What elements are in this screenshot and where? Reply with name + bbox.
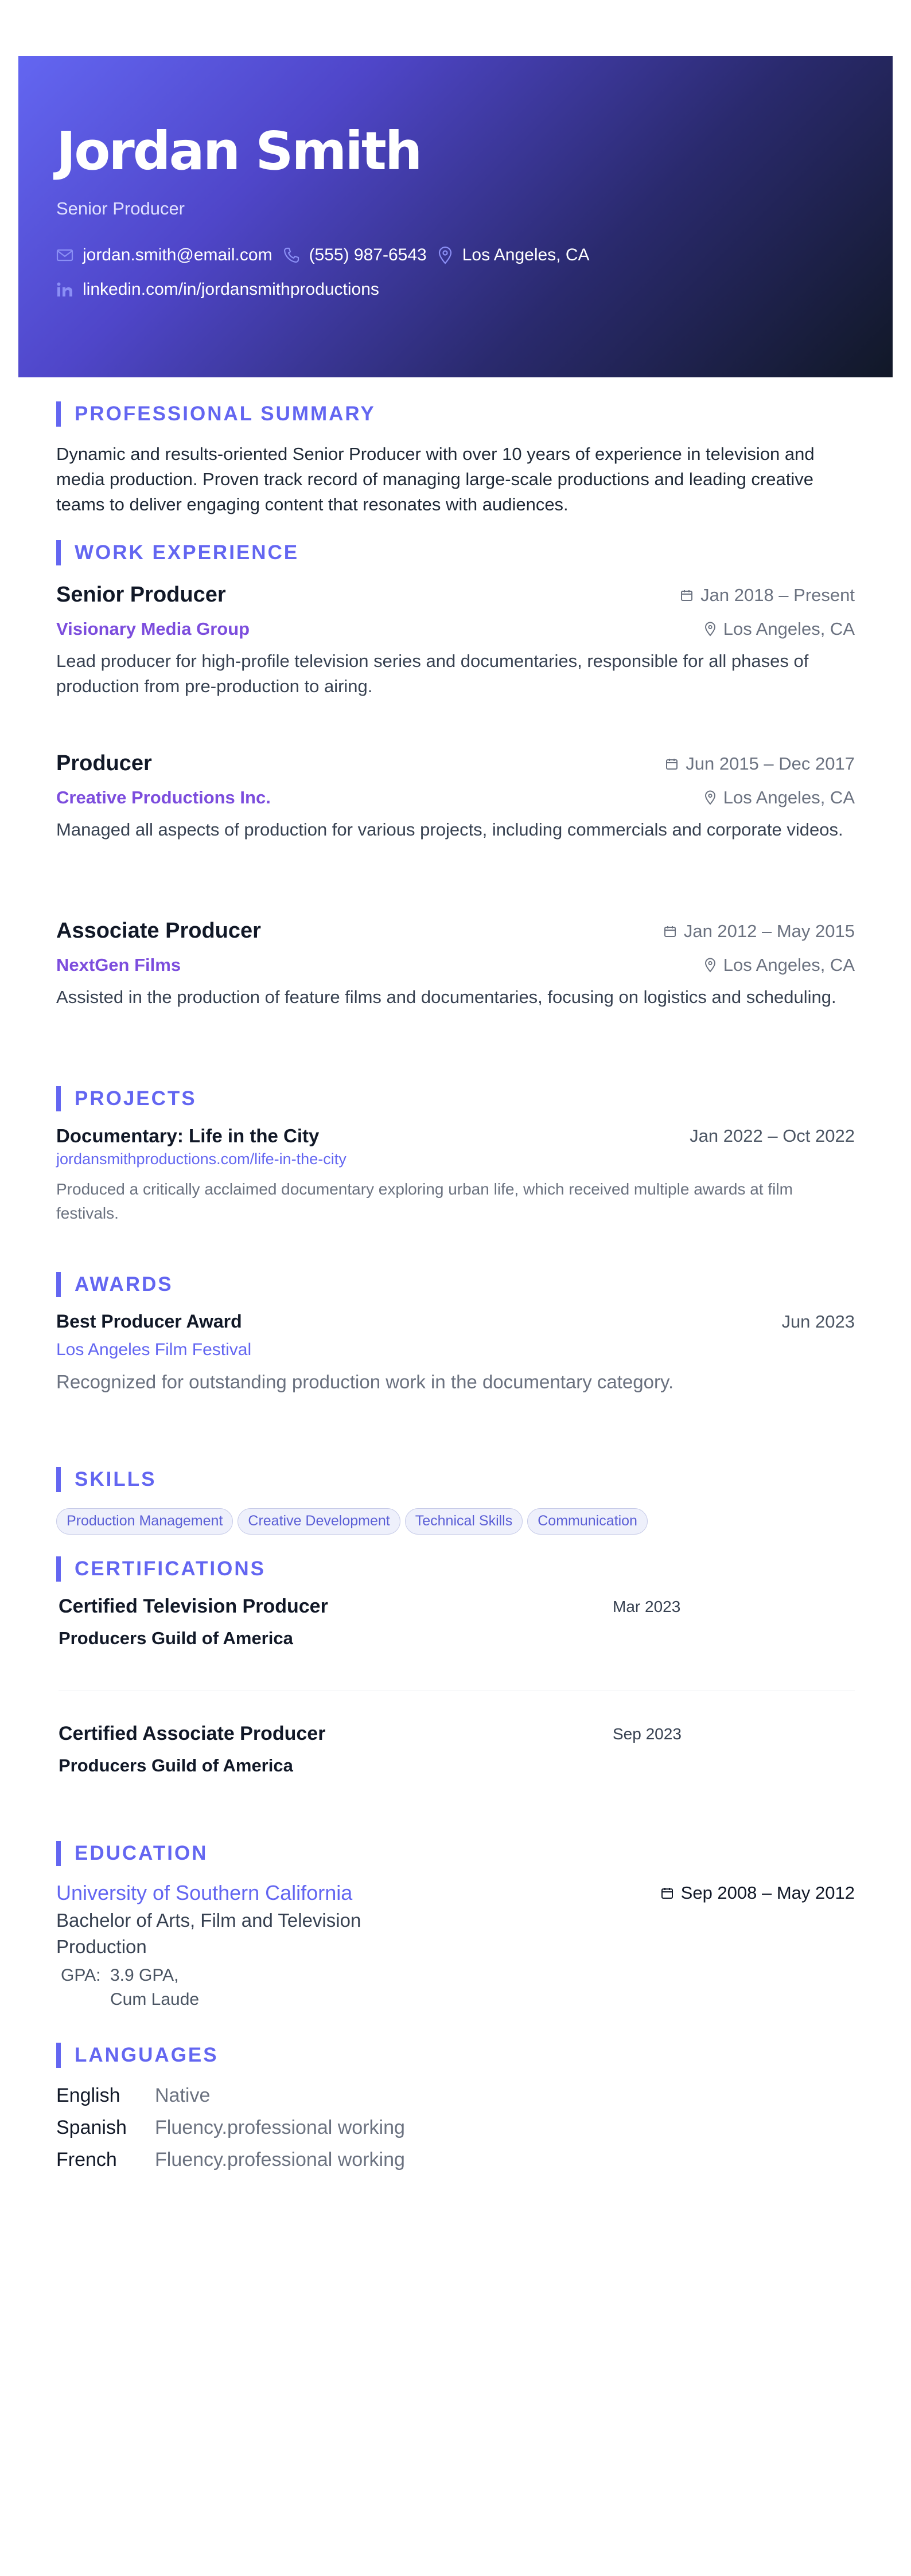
project-dates: Jan 2022 – Oct 2022 — [690, 1126, 855, 1146]
gpa-label: GPA: — [61, 1966, 101, 1985]
job-company: Visionary Media Group — [56, 619, 250, 639]
award-title: Best Producer Award — [56, 1311, 242, 1332]
project-description: Produced a critically acclaimed documentary exploring urban life, which received multiple awards at film festivals. — [56, 1180, 793, 1222]
map-pin-icon — [704, 958, 717, 973]
projects-section — [56, 1086, 855, 1225]
envelope-icon — [56, 248, 73, 262]
award-organization: Los Angeles Film Festival — [56, 1340, 252, 1359]
section-title-education — [56, 1841, 855, 1866]
experience-item — [56, 583, 855, 699]
section-title-projects — [56, 1086, 855, 1111]
resume-page — [18, 56, 893, 2171]
location-text: Los Angeles, CA — [462, 245, 590, 264]
gpa-value-line: 3.9 GPA, — [110, 1966, 179, 1985]
gpa-value — [110, 1964, 199, 2012]
section-accent-bar — [56, 1467, 61, 1492]
language-level: Fluency.professional working — [155, 2149, 405, 2171]
experience-item — [56, 919, 855, 1010]
contact-phone[interactable] — [283, 245, 427, 265]
section-title-text: EDUCATION — [75, 1842, 208, 1864]
summary-text: Dynamic and results-oriented Senior Producer with over 10 years of experience in television and media production. Proven track record of managing large-scale productions and leading creative teams to deliver engaging content that resonates with audiences. — [56, 444, 815, 514]
education-degree-line: Production — [56, 1936, 147, 1957]
job-location — [704, 619, 855, 639]
experience-section — [56, 540, 855, 565]
contact-row-primary — [56, 245, 856, 265]
job-header-row — [56, 583, 855, 607]
section-title-text: PROFESSIONAL SUMMARY — [75, 403, 376, 425]
job-title: Senior Producer — [56, 583, 226, 607]
job-description: Assisted in the production of feature films and documentaries, focusing on logistics and scheduling. — [56, 987, 836, 1007]
job-description: Managed all aspects of production for various projects, including commercials and corporate videos. — [56, 819, 843, 840]
calendar-icon — [680, 588, 694, 602]
section-title-skills — [56, 1467, 855, 1492]
education-degree-line: Bachelor of Arts, Film and Television — [56, 1910, 361, 1931]
job-dates-text: Jan 2012 – May 2015 — [683, 920, 855, 941]
section-title-text: AWARDS — [75, 1273, 173, 1295]
section-accent-bar — [56, 2043, 61, 2068]
job-company: Creative Productions Inc. — [56, 787, 271, 807]
language-name: French — [56, 2149, 117, 2171]
languages-list — [56, 2079, 855, 2176]
section-title-awards — [56, 1272, 855, 1297]
award-header-row — [56, 1311, 855, 1332]
contact-email[interactable] — [56, 245, 272, 265]
section-title-text: PROJECTS — [75, 1087, 197, 1110]
calendar-icon — [660, 1886, 674, 1900]
job-dates-text: Jun 2015 – Dec 2017 — [686, 753, 855, 774]
awards-section — [56, 1272, 855, 1393]
project-title: Documentary: Life in the City — [56, 1125, 320, 1146]
language-name: English — [56, 2085, 120, 2106]
education-dates-text: Sep 2008 – May 2012 — [680, 1883, 855, 1903]
section-accent-bar — [56, 540, 61, 565]
map-pin-icon — [704, 622, 717, 637]
project-link[interactable]: jordansmithproductions.com/life-in-the-city — [56, 1150, 347, 1168]
experience-item — [56, 751, 855, 842]
section-accent-bar — [56, 1272, 61, 1297]
job-company: NextGen Films — [56, 955, 181, 975]
section-title-certifications — [56, 1556, 855, 1582]
language-row — [56, 2111, 855, 2144]
job-title: Producer — [56, 751, 152, 775]
language-row — [56, 2144, 855, 2176]
certification-organization: Producers Guild of America — [59, 1628, 293, 1648]
skill-chip: Technical Skills — [405, 1508, 523, 1535]
certification-date: Mar 2023 — [613, 1598, 681, 1615]
linkedin-text: linkedin.com/in/jordansmithproductions — [83, 280, 379, 299]
email-text: jordan.smith@email.com — [83, 245, 272, 264]
certification-title: Certified Associate Producer — [59, 1723, 326, 1744]
education-gpa — [56, 1964, 855, 2012]
education-header-row — [56, 1881, 855, 1905]
job-location-text: Los Angeles, CA — [723, 619, 855, 639]
section-title-summary — [56, 401, 855, 427]
language-row — [56, 2079, 855, 2111]
language-name: Spanish — [56, 2117, 127, 2138]
skill-chip: Creative Development — [238, 1508, 400, 1535]
skill-chip: Communication — [527, 1508, 648, 1535]
map-pin-icon — [704, 790, 717, 805]
languages-section — [56, 2043, 855, 2176]
job-dates-text: Jan 2018 – Present — [700, 584, 855, 605]
phone-text: (555) 987-6543 — [309, 245, 427, 264]
award-description: Recognized for outstanding production work in the documentary category. — [56, 1371, 674, 1392]
section-title-text: CERTIFICATIONS — [75, 1558, 266, 1580]
job-location — [704, 955, 855, 975]
education-section — [56, 1841, 855, 2012]
certification-date: Sep 2023 — [613, 1725, 682, 1743]
resume-header — [18, 56, 893, 377]
contact-linkedin[interactable] — [56, 280, 379, 299]
calendar-icon — [665, 757, 679, 771]
section-title-languages — [56, 2043, 855, 2068]
skills-list — [56, 1508, 855, 1535]
job-title: Associate Producer — [56, 919, 261, 943]
section-accent-bar — [56, 401, 61, 427]
education-dates — [660, 1883, 855, 1903]
linkedin-icon — [56, 282, 73, 298]
education-school: University of Southern California — [56, 1881, 353, 1904]
certification-item — [59, 1595, 855, 1649]
map-pin-icon — [437, 246, 453, 264]
job-location — [704, 787, 855, 808]
job-location-text: Los Angeles, CA — [723, 787, 855, 807]
education-degree — [56, 1907, 855, 1960]
job-dates — [665, 754, 855, 774]
section-title-text: LANGUAGES — [75, 2044, 219, 2066]
award-date: Jun 2023 — [781, 1311, 855, 1332]
job-company-row — [56, 787, 855, 808]
certification-organization: Producers Guild of America — [59, 1755, 293, 1775]
gpa-value-line: Cum Laude — [110, 1990, 200, 2009]
skills-section — [56, 1467, 855, 1535]
project-header-row — [56, 1125, 855, 1147]
job-description: Lead producer for high-profile television series and documentaries, responsible for all phases of production from pre-production to airing. — [56, 651, 809, 696]
job-dates — [663, 921, 855, 942]
certifications-section — [56, 1556, 855, 1582]
calendar-icon — [663, 924, 677, 938]
contact-row-secondary — [56, 280, 856, 299]
certification-item — [59, 1723, 855, 1776]
job-header-row — [56, 919, 855, 943]
section-title-experience — [56, 540, 855, 565]
language-level: Fluency.professional working — [155, 2117, 405, 2138]
section-accent-bar — [56, 1556, 61, 1582]
section-accent-bar — [56, 1086, 61, 1111]
section-title-text: WORK EXPERIENCE — [75, 541, 299, 564]
language-level: Native — [155, 2085, 211, 2106]
skill-chip: Production Management — [56, 1508, 233, 1535]
job-header-row — [56, 751, 855, 776]
section-title-text: SKILLS — [75, 1468, 157, 1490]
phone-icon — [283, 247, 300, 264]
section-accent-bar — [56, 1841, 61, 1866]
candidate-name: Jordan Smith — [56, 120, 421, 182]
job-dates — [680, 585, 855, 606]
job-location-text: Los Angeles, CA — [723, 955, 855, 975]
certification-title: Certified Television Producer — [59, 1595, 328, 1617]
contact-location — [437, 245, 590, 265]
summary-section — [56, 401, 855, 517]
job-company-row — [56, 955, 855, 975]
job-company-row — [56, 619, 855, 639]
candidate-title: Senior Producer — [56, 198, 185, 218]
